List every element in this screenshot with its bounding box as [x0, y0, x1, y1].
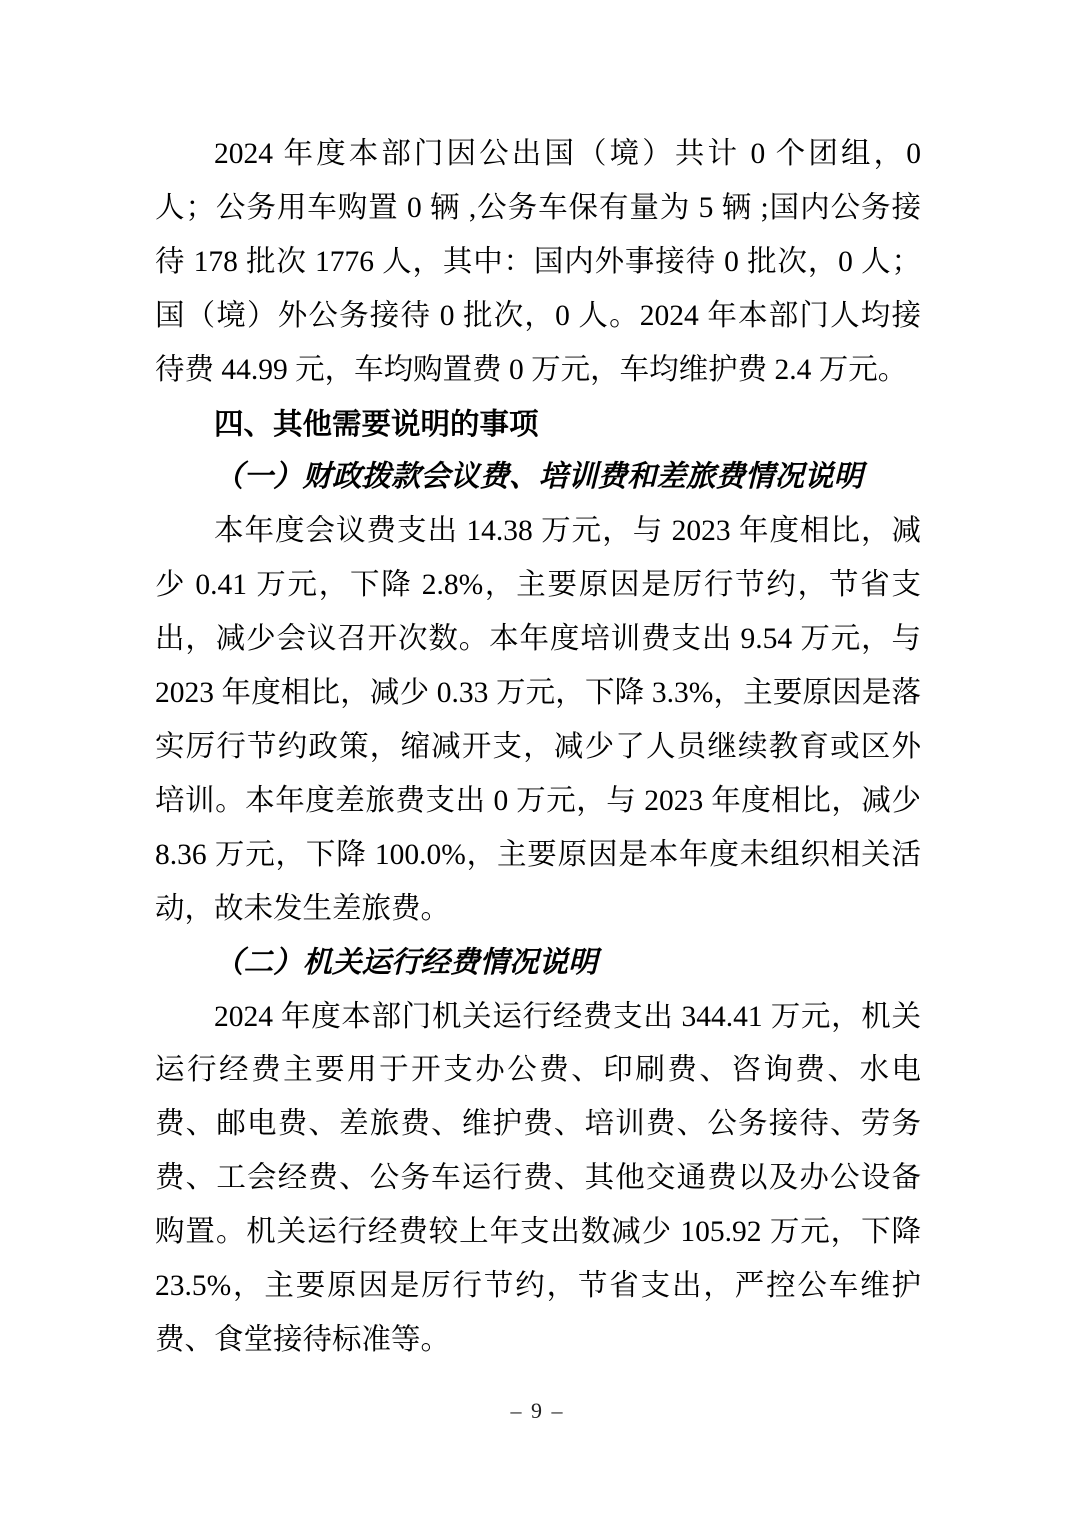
- subsection-heading-meeting-training-travel-fees: （一）财政拨款会议费、培训费和差旅费情况说明: [214, 461, 864, 494]
- document-body: [155, 128, 921, 1368]
- paragraph-agency-operating-expense-details: 2024 年度本部门机关运行经费支出 344.41 万元，机关运行经费主要用于开支办公费、印刷费、咨询费、水电费、邮电费、差旅费、维护费、培训费、公务接待、劳务费、工会经费、公务车运行费、其他交通费以及办公设备购置。机关运行经费较上年支出数减少 105.92 万元，下降 23.5%，主要原因是厉行节约，节省支出，严控公车维护费、食堂接待标准等。: [155, 1000, 921, 1356]
- paragraph-official-travel-vehicle-reception-stats: 2024 年度本部门因公出国（境）共计 0 个团组，0 人；公务用车购置 0 辆 ,公务车保有量为 5 辆 ;国内公务接待 178 批次 1776 人，其中：国内外事接待 0 批次，0 人；国（境）外公务接待 0 批次，0 人。2024 年本部门人均接待费 44.99 元，车均购置费 0 万元，车均维护费 2.4 万元。: [155, 138, 921, 386]
- section-heading-other-matters: 四、其他需要说明的事项: [214, 407, 539, 441]
- page-number: – 9 –: [510, 1398, 565, 1423]
- page-footer: [0, 1398, 1075, 1424]
- subsection-heading-agency-operating-expenses: （二）机关运行经费情况说明: [214, 946, 598, 979]
- paragraph-meeting-training-travel-fee-details: 本年度会议费支出 14.38 万元，与 2023 年度相比，减少 0.41 万元，下降 2.8%，主要原因是厉行节约，节省支出，减少会议召开次数。本年度培训费支出 9.54 万元，与 2023 年度相比，减少 0.33 万元，下降 3.3%，主要原因是落实厉行节约政策，缩减开支，减少了人员继续教育或区外培训。本年度差旅费支出 0 万元，与 2023 年度相比，减少 8.36 万元，下降 100.0%，主要原因是本年度未组织相关活动，故未发生差旅费。: [155, 515, 921, 925]
